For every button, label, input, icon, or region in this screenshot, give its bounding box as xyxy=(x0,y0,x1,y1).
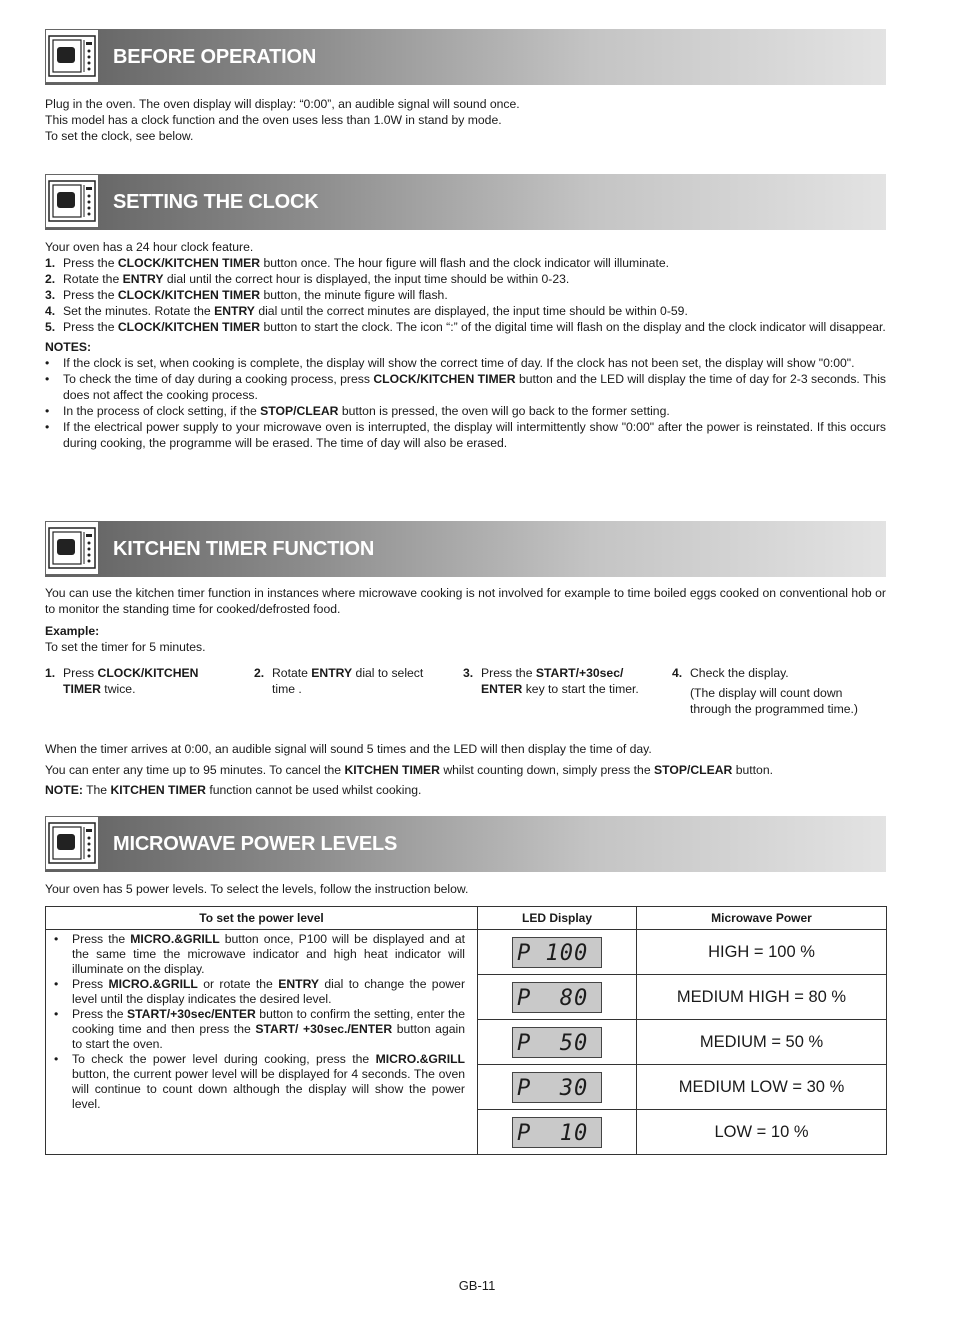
table-header: Microwave Power xyxy=(637,907,887,930)
timer-intro: You can use the kitchen timer function in instances where microwave cooking is not involved for example to time boiled eggs cooked on conventional hob or to monitor the standing time for cooked/defrosted food. xyxy=(45,586,886,616)
clock-step: 5. Press the CLOCK/KITCHEN TIMER button to start the clock. The icon “:” of the digital time will flash on the display and the clock indicator will disappear. xyxy=(45,320,886,334)
text-line: To set the clock, see below. xyxy=(45,129,194,143)
timer-step: 3. Press the START/+30sec/ ENTER key to start the timer. xyxy=(463,666,639,696)
power-level-label: MEDIUM HIGH = 80 % xyxy=(637,975,887,1020)
table-row xyxy=(46,930,887,975)
timer-step: 2. Rotate ENTRY dial to select time . xyxy=(254,666,424,696)
microwave-oven-icon xyxy=(45,174,99,228)
text-line: Plug in the oven. The oven display will display: “0:00”, an audible signal will sound once. xyxy=(45,97,520,111)
power-level-label: MEDIUM = 50 % xyxy=(637,1020,887,1065)
instruction-item: • To check the power level during cooking, press the MICRO.&GRILL button, the current power level will be displayed for 4 seconds. The oven will continue to count down although the display will show the power level. xyxy=(54,1052,465,1111)
section-header-power-levels xyxy=(45,816,886,872)
led-display: P 100 xyxy=(512,937,602,968)
power-instructions xyxy=(46,930,478,1155)
led-display: P 30 xyxy=(512,1072,602,1103)
timer-step: 4. Check the display. (The display will count down through the programmed time.) xyxy=(672,666,858,716)
before-operation-text xyxy=(45,96,886,144)
power-intro-text: Your oven has 5 power levels. To select the levels, follow the instruction below. xyxy=(45,882,469,896)
clock-step: 1. Press the CLOCK/KITCHEN TIMER button once. The hour figure will flash and the clock indicator will illuminate. xyxy=(45,256,670,270)
timer-after-text: When the timer arrives at 0:00, an audible signal will sound 5 times and the LED will then display the time of day. xyxy=(45,742,652,756)
section-title: BEFORE OPERATION xyxy=(113,46,317,68)
clock-step: 2. Rotate the ENTRY dial until the correct hour is displayed, the input time should be within 0-23. xyxy=(45,272,570,286)
power-intro xyxy=(45,881,886,897)
microwave-oven-icon xyxy=(45,29,99,83)
timer-step: 1. Press CLOCK/KITCHEN TIMER twice. xyxy=(45,666,199,696)
kitchen-timer-after xyxy=(45,741,886,798)
example-label: Example: xyxy=(45,624,100,638)
timer-note: NOTE: The KITCHEN TIMER function cannot be used whilst cooking. xyxy=(45,783,422,797)
power-level-label: HIGH = 100 % xyxy=(637,930,887,975)
section-header-setting-clock xyxy=(45,174,886,230)
led-cell xyxy=(478,930,637,975)
timer-cancel-text: You can enter any time up to 95 minutes. To cancel the KITCHEN TIMER whilst counting down, simply press the STOP/CLEAR button. xyxy=(45,763,773,777)
section-title: MICROWAVE POWER LEVELS xyxy=(113,833,398,855)
note-item: • In the process of clock setting, if the STOP/CLEAR button is pressed, the oven will go back to the former setting. xyxy=(45,404,670,418)
note-item: • If the electrical power supply to your microwave oven is interrupted, the display will intermittently show "0:00" after the power is reinstated. If this occurs during cooking, the programme will be erased. The time of day will also be erased. xyxy=(45,420,886,450)
section-title: KITCHEN TIMER FUNCTION xyxy=(113,538,375,560)
table-header-row xyxy=(46,907,887,930)
instruction-item: • Press MICRO.&GRILL or rotate the ENTRY dial to change the power level until the display indicates the desired level. xyxy=(54,977,465,1006)
led-display: P 10 xyxy=(512,1117,602,1148)
notes-label: NOTES: xyxy=(45,340,92,354)
led-display: P 50 xyxy=(512,1027,602,1058)
power-level-label: MEDIUM LOW = 30 % xyxy=(637,1065,887,1110)
led-cell xyxy=(478,1065,637,1110)
kitchen-timer-intro xyxy=(45,585,886,655)
text-line: This model has a clock function and the oven uses less than 1.0W in stand by mode. xyxy=(45,113,502,127)
instruction-item: • Press the MICRO.&GRILL button once, P100 will be displayed and at the same time the microwave indicator and high heat indicator will illuminate on the display. xyxy=(54,932,465,976)
section-title: SETTING THE CLOCK xyxy=(113,191,319,213)
microwave-oven-icon xyxy=(45,521,99,575)
section-header-before-operation xyxy=(45,29,886,85)
clock-intro: Your oven has a 24 hour clock feature. xyxy=(45,240,254,254)
note-item: • To check the time of day during a cooking process, press CLOCK/KITCHEN TIMER button and the LED will display the time of day for 2-3 seconds. This does not affect the cooking process. xyxy=(45,372,886,402)
led-cell xyxy=(478,1110,637,1155)
setting-clock-text xyxy=(45,239,886,451)
microwave-oven-icon xyxy=(45,816,99,870)
page-number: GB-11 xyxy=(458,1278,496,1293)
note-item: • If the clock is set, when cooking is complete, the display will show the correct time of day. If the clock has not been set, the display will show "0:00". xyxy=(45,356,855,370)
clock-step: 3. Press the CLOCK/KITCHEN TIMER button, the minute figure will flash. xyxy=(45,288,448,302)
led-cell xyxy=(478,975,637,1020)
instruction-item: • Press the START/+30sec/ENTER button to confirm the setting, enter the cooking time and then press the START/ +30sec./ENTER button again to start the oven. xyxy=(54,1007,465,1051)
table-header: LED Display xyxy=(478,907,637,930)
example-text: To set the timer for 5 minutes. xyxy=(45,640,206,654)
led-cell xyxy=(478,1020,637,1065)
section-header-kitchen-timer xyxy=(45,521,886,577)
power-levels-table xyxy=(45,906,887,1155)
clock-step: 4. Set the minutes. Rotate the ENTRY dial until the correct minutes are displayed, the input time should be within 0-59. xyxy=(45,304,688,318)
power-level-label: LOW = 10 % xyxy=(637,1110,887,1155)
table-header: To set the power level xyxy=(46,907,478,930)
led-display: P 80 xyxy=(512,982,602,1013)
